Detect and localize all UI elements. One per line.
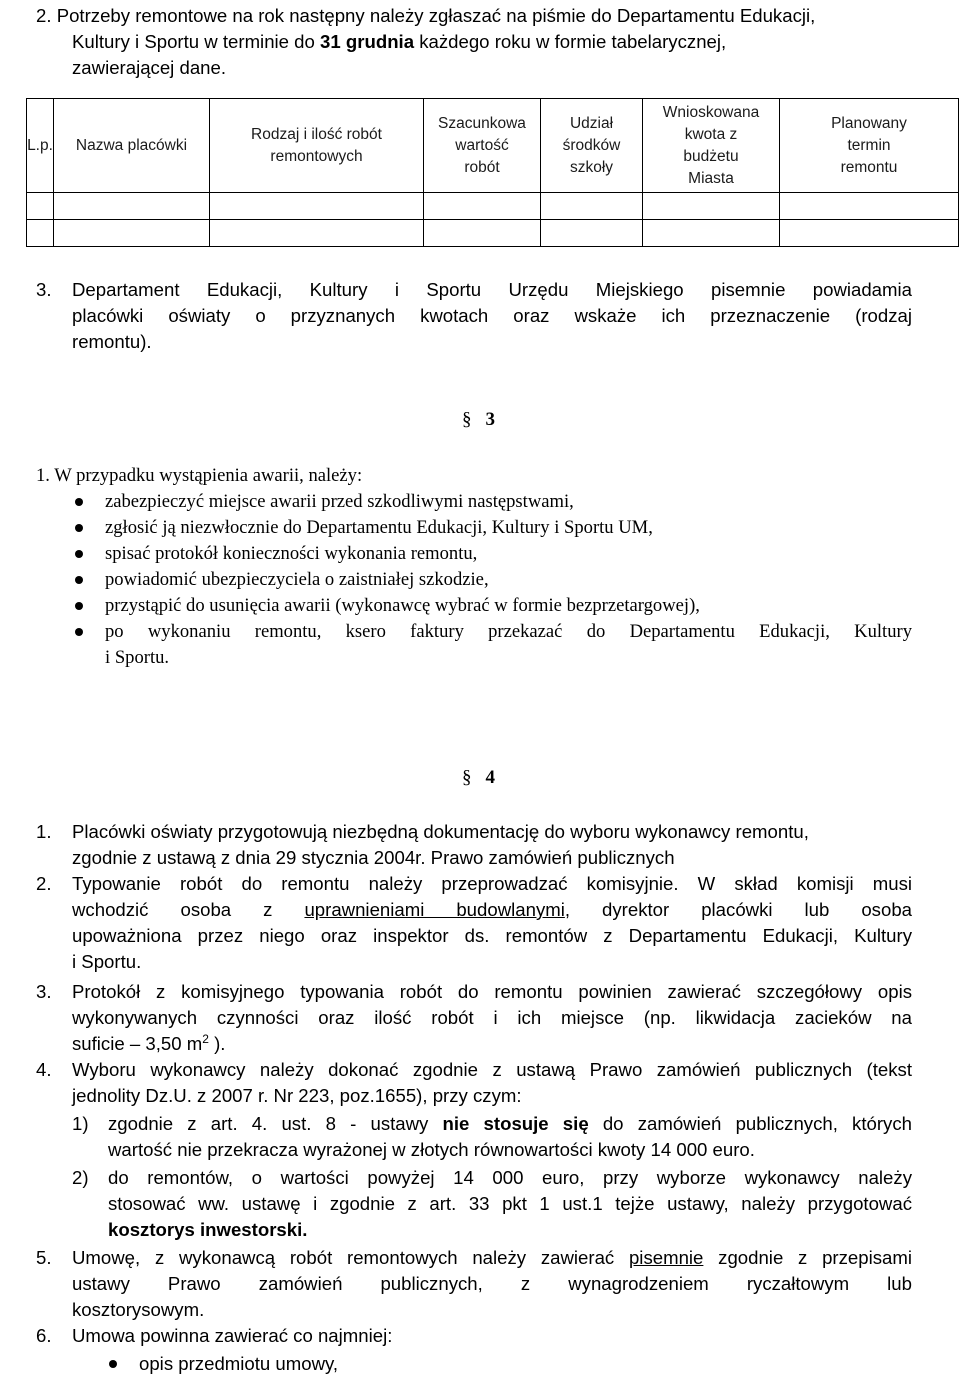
p3-line-3: remontu).	[72, 331, 152, 352]
table-row	[27, 193, 959, 220]
p2-line-3: zawierającej dane.	[72, 57, 227, 78]
list-item: zabezpieczyć miejsce awarii przed szkodliwymi następstwami,	[72, 489, 912, 515]
s4-item-3: 3. Protokół z komisyjnego typowania robót do remontu powinien zawierać szczegółowy opis wykonywanych czynności oraz ilość robót i ich miejsce (np. likwidacja zacieków na suficie – 3,50 $m^2$ ).	[36, 981, 912, 1054]
list-item-continuation: i Sportu.	[105, 647, 170, 668]
list-item: przystąpić do usunięcia awarii (wykonawcę wybrać w formie bezprzetargowej),	[72, 593, 912, 619]
list-item: zgłosić ją niezwłocznie do Departamentu Edukacji, Kultury i Sportu UM,	[72, 515, 912, 541]
s3-intro: 1. W przypadku wystąpienia awarii, należy:	[36, 465, 363, 486]
table-header-row	[27, 99, 959, 193]
col-header-lp: L.p.	[27, 99, 54, 193]
bold-phrase: nie stosuje się	[442, 1113, 589, 1134]
s4-item-2: 2. Typowanie robót do remontu należy przeprowadzać komisyjnie. W skład komisji musi wchodzić osoba z uprawnieniami budowlanymi, dyrektor placówki lub osoba upoważniona przez niego oraz inspektor ds. remontów z Departamentu Edukacji, Kultury i Sportu.	[36, 873, 913, 972]
col-header-planned-date: Planowany termin remontu	[780, 99, 959, 193]
col-header-facility-name: Nazwa placówki	[54, 99, 210, 193]
p3-line-1: 3. Departament Edukacji, Kultury i Sportu Urzędu Miejskiego pisemnie powiadamia	[36, 277, 912, 303]
bullet-icon	[75, 524, 83, 532]
p2-line-2: Kultury i Sportu w terminie do 31 grudnia każdego roku w formie tabelarycznej,	[72, 31, 727, 52]
bullet-icon	[109, 1360, 117, 1368]
s4-subitem-2: 2) do remontów, o wartości powyżej 14 000 euro, przy wyborze wykonawcy należy stosować ww. ustawę i zgodnie z art. 33 pkt 1 ust.1 tejże ustawy, należy przygotować kosztorys inwestorski.	[72, 1167, 912, 1240]
bullet-icon	[75, 498, 83, 506]
col-header-school-share: Udział środków szkoły	[541, 99, 643, 193]
s4-item-5: 5. Umowę, z wykonawcą robót remontowych należy zawierać pisemnie zgodnie z przepisami ustawy Prawo zamówień publicznych, z wynagrodzeniem ryczałtowym lub kosztorysowym.	[36, 1247, 912, 1320]
s4-item-6-bullet-list	[106, 1351, 338, 1377]
deadline-date: 31 grudnia	[320, 31, 415, 52]
p2-number: 2.	[36, 5, 52, 26]
bullet-icon	[75, 550, 83, 558]
repair-needs-table	[26, 98, 959, 247]
p2-line-1: 2. Potrzeby remontowe na rok następny należy zgłaszać na piśmie do Departamentu Edukacji,	[36, 5, 816, 26]
col-header-estimated-value: Szacunkowa wartość robót	[424, 99, 541, 193]
s4-item-6: 6. Umowa powinna zawierać co najmniej:	[36, 1325, 393, 1346]
list-item: spisać protokół konieczności wykonania remontu,	[72, 541, 912, 567]
paragraph-sign: §	[462, 767, 472, 788]
p3-number: 3.	[36, 279, 52, 300]
p3-line-2: placówki oświaty o przyznanych kwotach oraz wskaże ich przeznaczenie (rodzaj	[72, 305, 912, 326]
section-heading-3: § 3	[462, 409, 495, 430]
paragraph-sign: §	[462, 409, 472, 430]
list-item: powiadomić ubezpieczyciela o zaistniałej szkodzie,	[72, 567, 912, 593]
col-header-work-type: Rodzaj i ilość robót remontowych	[210, 99, 424, 193]
s4-item-4: 4. Wyboru wykonawcy należy dokonać zgodnie z ustawą Prawo zamówień publicznych (tekst jednolity Dz.U. z 2007 r. Nr 223, poz.1655), przy czym:	[36, 1059, 912, 1106]
s3-bullet-list	[72, 489, 912, 671]
list-item: po wykonaniu remontu, ksero faktury przekazać do Departamentu Edukacji, Kultury	[72, 619, 912, 645]
paragraph-3	[36, 277, 912, 355]
bullet-icon	[75, 576, 83, 584]
bold-phrase: kosztorys inwestorski.	[108, 1219, 308, 1240]
s4-subitem-1: 1) zgodnie z art. 4. ust. 8 - ustawy nie stosuje się do zamówień publicznych, których wartość nie przekracza wyrażonej w złotych równowartości kwoty 14 000 euro.	[72, 1113, 912, 1160]
paragraph-2	[36, 3, 936, 81]
bullet-icon	[75, 602, 83, 610]
underlined-phrase: pisemnie	[628, 1247, 704, 1268]
underlined-phrase: uprawnieniami budowlanymi	[304, 899, 565, 920]
table-row	[27, 220, 959, 247]
bullet-icon	[75, 628, 83, 636]
s4-item-1: 1. Placówki oświaty przygotowują niezbędną dokumentację do wyboru wykonawcy remontu, zgodnie z ustawą z dnia 29 stycznia 2004r. Prawo zamówień publicznych	[36, 821, 809, 868]
col-header-requested-amount: Wnioskowana kwota z budżetu Miasta	[643, 99, 780, 193]
section-heading-4: § 4	[462, 767, 495, 788]
list-item: opis przedmiotu umowy,	[106, 1351, 338, 1377]
